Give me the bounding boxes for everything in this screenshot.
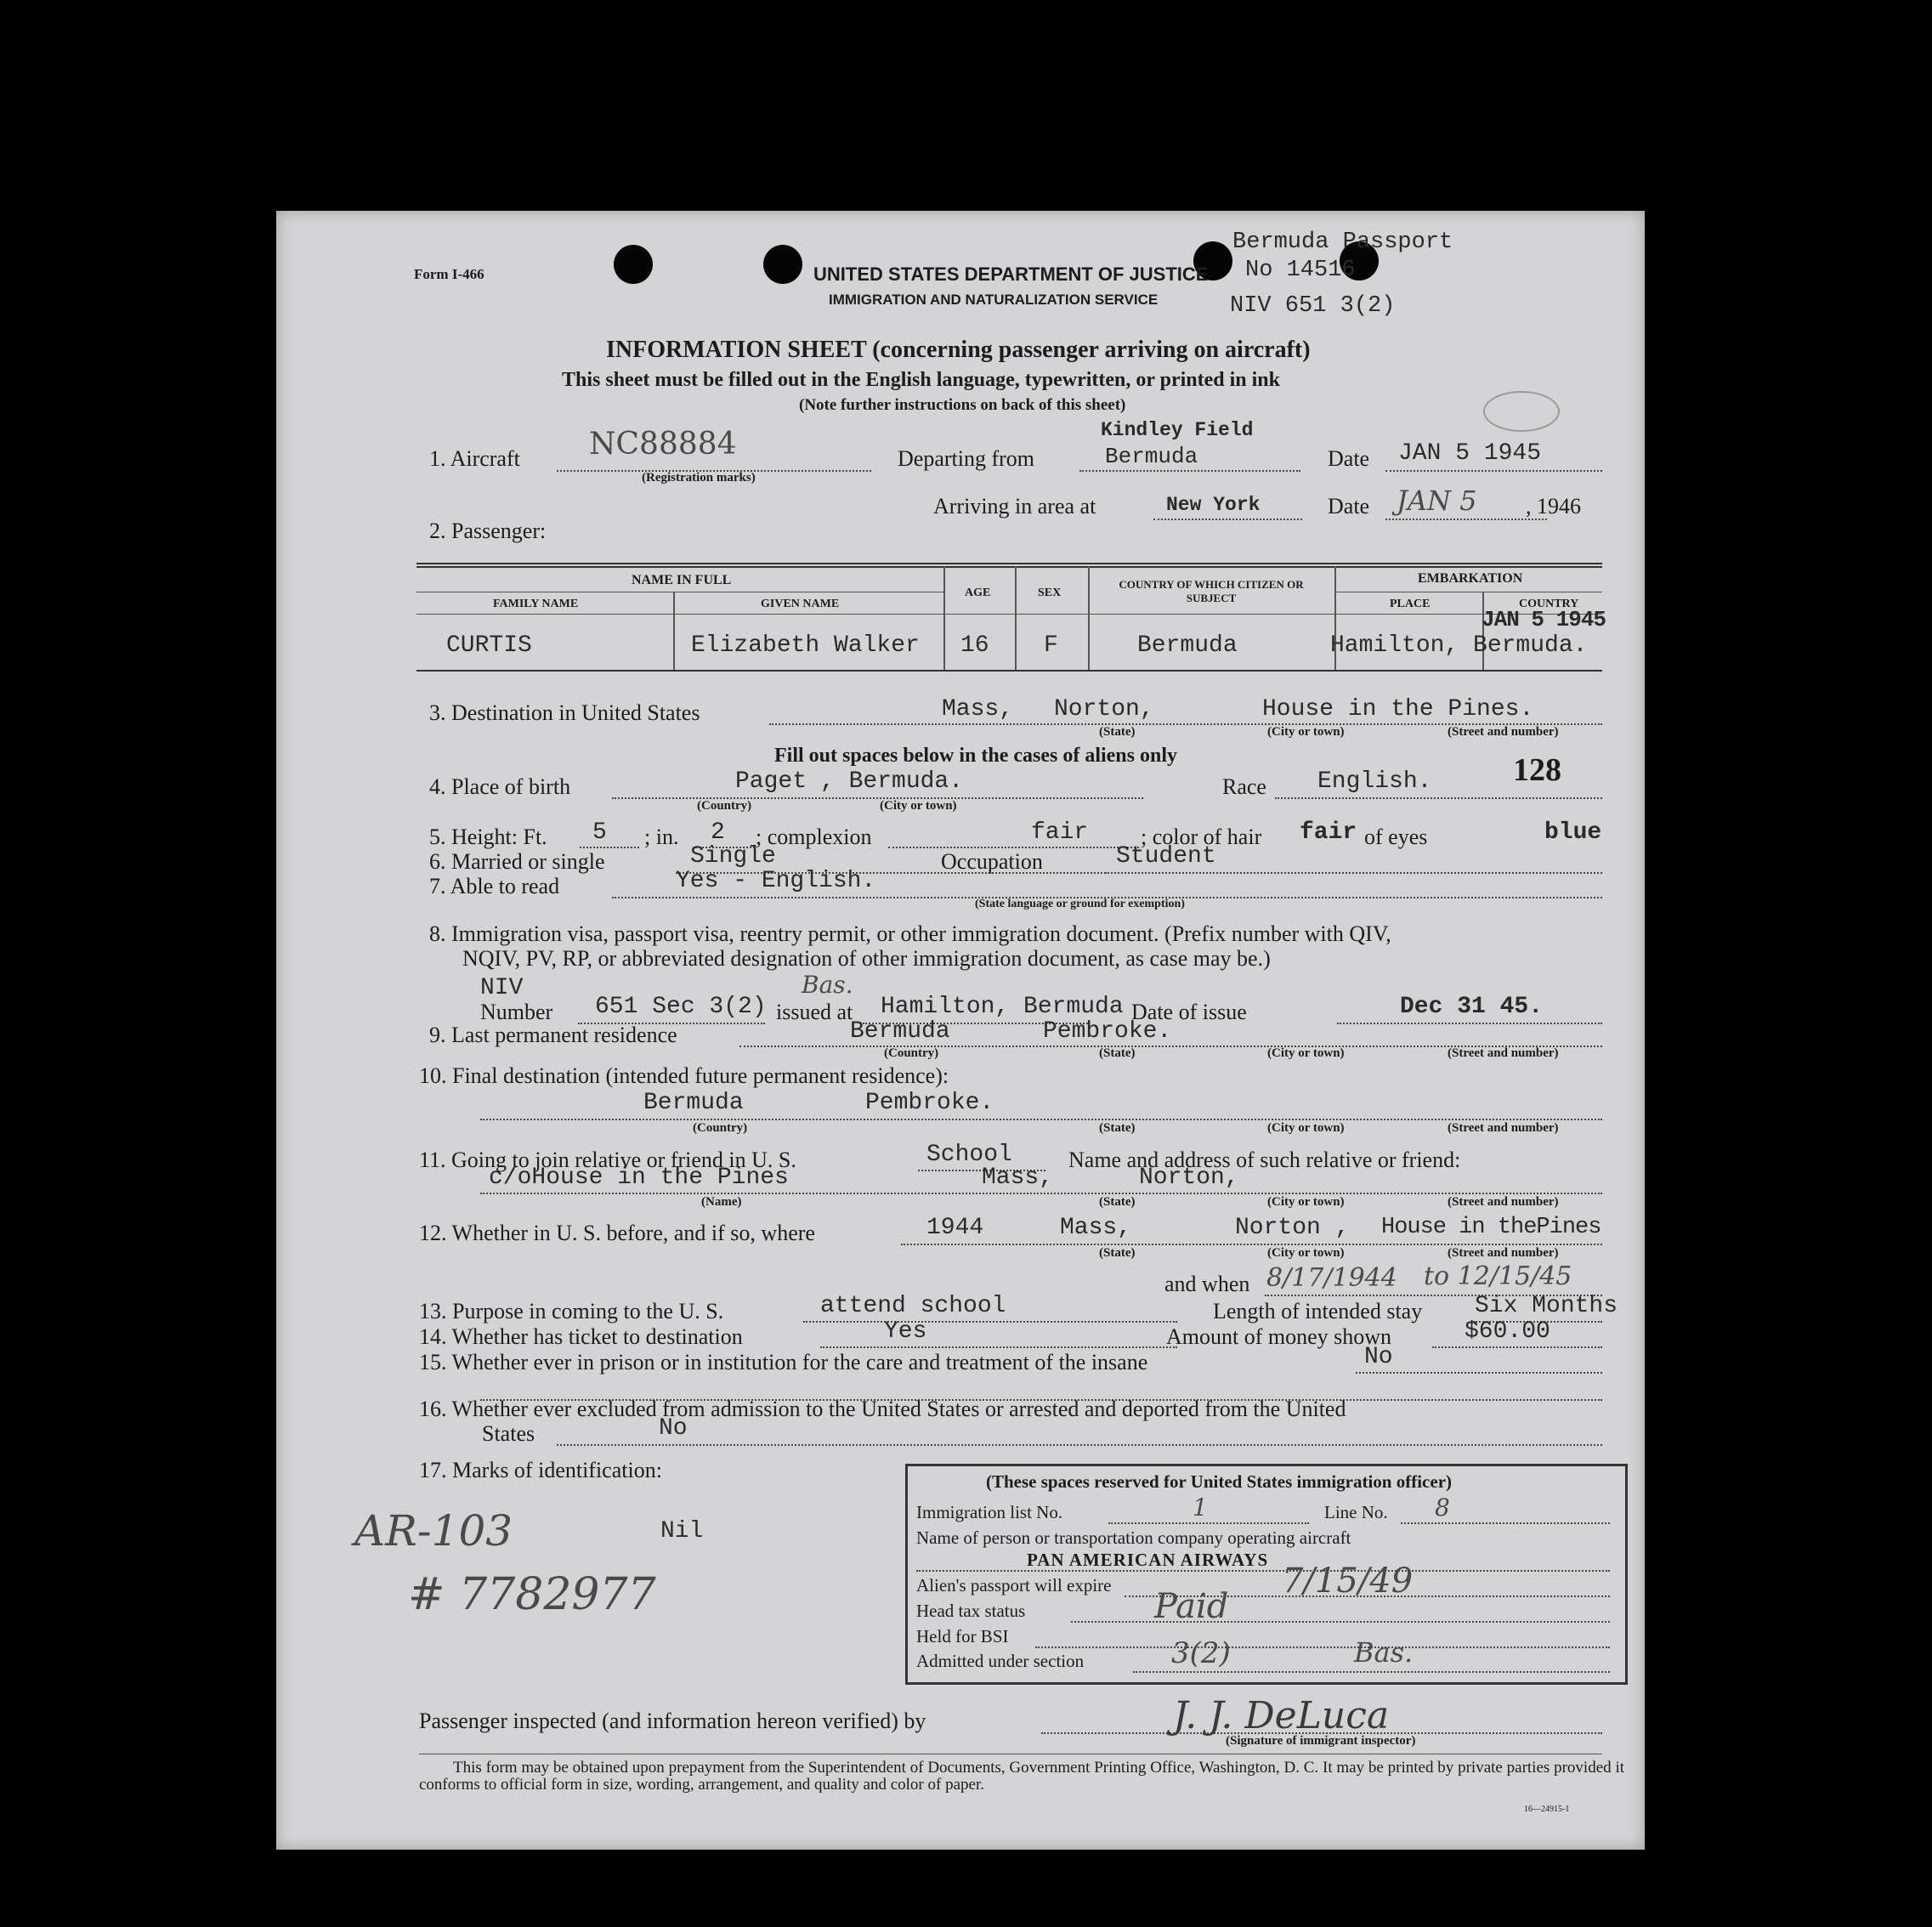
residence-state-caption: (State) bbox=[1099, 1046, 1136, 1060]
arriving-line bbox=[1153, 519, 1302, 520]
money-label: Amount of money shown bbox=[1166, 1324, 1392, 1349]
head-tax-value: Paid bbox=[1154, 1587, 1229, 1626]
form-number: Form I-466 bbox=[414, 266, 484, 282]
race-line bbox=[1275, 797, 1602, 799]
arriving-label: Arriving in area at bbox=[933, 494, 1096, 519]
corner-note-visa: NIV 651 3(2) bbox=[1230, 293, 1396, 319]
friend-city-caption: (City or town) bbox=[1267, 1195, 1345, 1209]
name-in-full-header: NAME IN FULL bbox=[632, 573, 732, 587]
ticket-value: Yes bbox=[884, 1318, 927, 1345]
passport-expire-label: Alien's passport will expire bbox=[916, 1575, 1112, 1595]
issued-at-label: issued at bbox=[776, 1000, 853, 1024]
departing-line bbox=[1079, 470, 1300, 472]
friend-street-caption: (Street and number) bbox=[1448, 1195, 1559, 1209]
signature-caption: (Signature of immigrant inspector) bbox=[1226, 1734, 1416, 1748]
hair-label: ; color of hair bbox=[1141, 825, 1262, 849]
sex-value: F bbox=[1044, 632, 1058, 659]
birthplace-label: 4. Place of birth bbox=[429, 774, 571, 799]
admitted-section-line bbox=[1133, 1671, 1610, 1673]
issue-date-label: Date of issue bbox=[1131, 1000, 1247, 1024]
line-number-value: 8 bbox=[1435, 1493, 1450, 1522]
corner-note-passport: Bermuda Passport bbox=[1232, 230, 1453, 255]
occupation-label: Occupation bbox=[941, 849, 1043, 874]
punch-hole bbox=[763, 245, 802, 284]
height-feet: 5 bbox=[592, 819, 607, 846]
arrival-year: , 1946 bbox=[1526, 494, 1581, 519]
aliens-heading: Fill out spaces below in the cases of aliens only bbox=[774, 745, 1178, 767]
date-label: Date bbox=[1328, 446, 1370, 471]
head-tax-label: Head tax status bbox=[916, 1601, 1026, 1621]
bsi-line bbox=[1035, 1646, 1610, 1648]
inspector-signature: J. J. DeLuca bbox=[1173, 1694, 1390, 1737]
admitted-section-value: 3(2) bbox=[1171, 1636, 1231, 1670]
complexion-line bbox=[888, 847, 1139, 848]
prison-line bbox=[1356, 1372, 1602, 1374]
given-name-value: Elizabeth Walker bbox=[691, 632, 920, 659]
embark-place-header: PLACE bbox=[1390, 598, 1431, 610]
form-title: INFORMATION SHEET (concerning passenger arriving on aircraft) bbox=[606, 337, 1311, 363]
birth-city: , Bermuda. bbox=[820, 768, 964, 795]
race-label: Race bbox=[1222, 774, 1266, 799]
officer-box-title: (These spaces reserved for United States immigration officer) bbox=[986, 1471, 1453, 1492]
identification-label: 17. Marks of identification: bbox=[419, 1458, 662, 1482]
excluded-line bbox=[557, 1444, 1602, 1446]
residence-country-caption: (Country) bbox=[884, 1046, 939, 1060]
family-name-header: FAMILY NAME bbox=[493, 598, 579, 610]
residence-state: Pembroke. bbox=[1043, 1018, 1172, 1045]
destination-state: Mass, bbox=[942, 696, 1014, 723]
stay-value: Six Months bbox=[1475, 1293, 1618, 1319]
height-inches: 2 bbox=[711, 819, 725, 846]
embarkation-header: EMBARKATION bbox=[1418, 571, 1523, 586]
purpose-value: attend school bbox=[820, 1293, 1006, 1319]
operator-value: PAN AMERICAN AIRWAYS bbox=[1027, 1550, 1269, 1570]
street-caption: (Street and number) bbox=[1448, 725, 1559, 739]
join-value: School bbox=[926, 1142, 1012, 1168]
departing-label: Departing from bbox=[898, 446, 1035, 471]
list-number-label: Immigration list No. bbox=[916, 1502, 1063, 1522]
residence-street-caption: (Street and number) bbox=[1448, 1046, 1559, 1060]
race-value: English. bbox=[1317, 768, 1432, 795]
operator-label: Name of person or transportation company operating aircraft bbox=[916, 1527, 1351, 1548]
aircraft-registration: NC88884 bbox=[589, 427, 737, 462]
destination-city: Norton, bbox=[1054, 696, 1154, 723]
birth-city-caption: (City or town) bbox=[880, 799, 957, 813]
departure-date: JAN 5 1945 bbox=[1398, 440, 1542, 467]
admitted-section-label: Admitted under section bbox=[916, 1651, 1085, 1671]
prior-visit-street-caption: (Street and number) bbox=[1448, 1246, 1559, 1260]
age-value: 16 bbox=[960, 632, 989, 659]
read-label: 7. Able to read bbox=[429, 874, 560, 898]
departing-value: Bermuda bbox=[1105, 444, 1198, 469]
prior-visit-state: Mass, bbox=[1060, 1215, 1132, 1241]
pencil-oval bbox=[1483, 391, 1560, 432]
document-label-line2: NQIV, PV, RP, or abbreviated designation of other immigration document, as case may be.) bbox=[462, 946, 1271, 971]
departing-field: Kindley Field bbox=[1101, 419, 1254, 441]
form-note: (Note further instructions on back of this sheet) bbox=[799, 396, 1126, 414]
prior-visit-to: to 12/15/45 bbox=[1424, 1261, 1572, 1291]
final-destination-line bbox=[480, 1119, 1602, 1120]
height-label: 5. Height: Ft. bbox=[429, 825, 547, 849]
punch-hole bbox=[614, 245, 653, 284]
prior-visit-from: 8/17/1944 bbox=[1266, 1263, 1397, 1293]
passport-expire-value: 7/15/49 bbox=[1282, 1561, 1414, 1601]
complexion-value: fair bbox=[1031, 819, 1089, 846]
read-value: Yes - English. bbox=[676, 868, 876, 894]
final-state: Pembroke. bbox=[865, 1090, 994, 1116]
prison-value: No bbox=[1364, 1344, 1393, 1370]
height-in-label: ; in. bbox=[644, 825, 679, 849]
officer-box bbox=[905, 1464, 1628, 1685]
join-label: 11. Going to join relative or friend in U. S. bbox=[419, 1148, 796, 1172]
prior-visit-year: 1944 bbox=[926, 1215, 984, 1241]
height-ft-line bbox=[580, 847, 639, 848]
service-name: IMMIGRATION AND NATURALIZATION SERVICE bbox=[829, 292, 1159, 308]
form-paper bbox=[276, 211, 1645, 1850]
handwritten-reference-number: # 7782977 bbox=[408, 1569, 656, 1620]
destination-street: House in the Pines. bbox=[1262, 696, 1534, 723]
head-tax-line bbox=[1071, 1621, 1610, 1623]
final-city-caption: (City or town) bbox=[1267, 1121, 1345, 1135]
excluded-label: 16. Whether ever excluded from admission to the United States or arrested and deported from the United bbox=[419, 1397, 1346, 1421]
prior-visit-street: House in thePines bbox=[1381, 1215, 1601, 1240]
read-caption: (State language or ground for exemption) bbox=[975, 898, 1185, 910]
birthplace-line bbox=[612, 797, 1143, 799]
identification-value: Nil bbox=[660, 1518, 704, 1544]
arrival-date-line bbox=[1385, 519, 1547, 520]
admitted-section-note: Bas. bbox=[1354, 1636, 1414, 1669]
friend-city: Norton, bbox=[1139, 1165, 1239, 1191]
prior-visit-label: 12. Whether in U. S. before, and if so, where bbox=[419, 1221, 815, 1245]
occupation-value: Student bbox=[1116, 843, 1216, 870]
prior-visit-state-caption: (State) bbox=[1099, 1246, 1136, 1260]
residence-label: 9. Last permanent residence bbox=[429, 1023, 677, 1047]
passenger-label: 2. Passenger: bbox=[429, 519, 547, 543]
state-caption: (State) bbox=[1099, 725, 1136, 739]
handwritten-ar-number: AR-103 bbox=[354, 1506, 513, 1556]
prison-label: 15. Whether ever in prison or in institution for the care and treatment of the insane bbox=[419, 1350, 1148, 1374]
prior-visit-city: Norton , bbox=[1235, 1215, 1350, 1241]
print-code: 16—24915-1 bbox=[1524, 1805, 1570, 1814]
friend-state: Mass, bbox=[982, 1165, 1054, 1191]
destination-label: 3. Destination in United States bbox=[429, 700, 700, 725]
birth-country-caption: (Country) bbox=[697, 799, 752, 813]
friend-label: Name and address of such relative or friend: bbox=[1068, 1148, 1461, 1172]
registration-caption: (Registration marks) bbox=[642, 471, 756, 485]
eyes-value: blue bbox=[1544, 819, 1602, 846]
complexion-label: ; complexion bbox=[756, 825, 872, 849]
sex-header: SEX bbox=[1038, 587, 1062, 599]
document-number: 651 Sec 3(2) bbox=[595, 994, 767, 1020]
footer-text: This form may be obtained upon prepayment from the Superintendent of Documents, Government Printing Office, Washington, D. C. It may be printed by private parties provided it conforms to official form in size, wording, arrangement, and quality and color of paper. bbox=[419, 1759, 1624, 1794]
marital-value: Single bbox=[690, 843, 776, 870]
money-line bbox=[1432, 1346, 1602, 1348]
marital-label: 6. Married or single bbox=[429, 849, 605, 874]
document-prefix: NIV bbox=[480, 975, 524, 1001]
friend-name-caption: (Name) bbox=[701, 1195, 742, 1209]
issue-date-line bbox=[1337, 1023, 1602, 1024]
date-line bbox=[1385, 470, 1602, 472]
stay-label: Length of intended stay bbox=[1213, 1299, 1423, 1323]
excluded-states-label: States bbox=[482, 1421, 535, 1446]
excluded-value: No bbox=[659, 1415, 688, 1442]
document-label-line1: 8. Immigration visa, passport visa, reentry permit, or other immigration document. (Prefix number with QIV, bbox=[429, 921, 1391, 946]
issue-date-value: Dec 31 45. bbox=[1400, 994, 1544, 1020]
final-destination-label: 10. Final destination (intended future permanent residence): bbox=[419, 1063, 949, 1088]
race-code: 128 bbox=[1513, 752, 1561, 788]
citizen-country-header: COUNTRY OF WHICH CITIZEN OR SUBJECT bbox=[1119, 578, 1304, 604]
embark-country-header: COUNTRY bbox=[1519, 598, 1579, 610]
final-state-caption: (State) bbox=[1099, 1121, 1136, 1135]
city-caption: (City or town) bbox=[1267, 725, 1345, 739]
inspected-label: Passenger inspected (and information hereon verified) by bbox=[419, 1709, 926, 1733]
embark-place-value: Hamilton, Bermuda. bbox=[1330, 632, 1588, 659]
form-subtitle: This sheet must be filled out in the English language, typewritten, or printed in ink bbox=[562, 369, 1280, 391]
citizen-country-value: Bermuda bbox=[1137, 632, 1238, 659]
list-number-line bbox=[1108, 1522, 1309, 1524]
residence-city-caption: (City or town) bbox=[1267, 1046, 1345, 1060]
prior-visit-line bbox=[901, 1244, 1602, 1245]
prior-visit-city-caption: (City or town) bbox=[1267, 1246, 1345, 1260]
bsi-label: Held for BSI bbox=[916, 1626, 1009, 1646]
final-country-caption: (Country) bbox=[693, 1121, 748, 1135]
eyes-label: of eyes bbox=[1364, 825, 1428, 849]
friend-name: c/oHouse in the Pines bbox=[489, 1165, 789, 1191]
age-header: AGE bbox=[965, 587, 991, 599]
document-note: Bas. bbox=[802, 971, 853, 999]
ticket-line bbox=[820, 1346, 1177, 1348]
family-name-value: CURTIS bbox=[446, 632, 532, 659]
occupation-line bbox=[1105, 872, 1602, 874]
embarkation-date-stamp: JAN 5 1945 bbox=[1482, 607, 1606, 632]
line-number-line bbox=[1401, 1522, 1610, 1524]
money-value: $60.00 bbox=[1465, 1318, 1550, 1345]
department-name: UNITED STATES DEPARTMENT OF JUSTICE bbox=[813, 264, 1209, 285]
friend-state-caption: (State) bbox=[1099, 1195, 1136, 1209]
issued-at-value: Hamilton, Bermuda bbox=[881, 994, 1124, 1020]
arriving-value: New York bbox=[1166, 494, 1261, 516]
purpose-label: 13. Purpose in coming to the U. S. bbox=[419, 1299, 724, 1323]
corner-note-number: No 14516 bbox=[1245, 258, 1356, 283]
hair-value: fair bbox=[1300, 819, 1357, 846]
line-number-label: Line No. bbox=[1324, 1502, 1388, 1522]
residence-country: Bermuda bbox=[850, 1018, 950, 1045]
given-name-header: GIVEN NAME bbox=[761, 598, 840, 610]
list-number-value: 1 bbox=[1193, 1493, 1208, 1522]
purpose-line bbox=[803, 1321, 1177, 1323]
aircraft-label: 1. Aircraft bbox=[429, 446, 520, 471]
ticket-label: 14. Whether has ticket to destination bbox=[419, 1324, 743, 1349]
friend-line bbox=[480, 1193, 1602, 1194]
final-street-caption: (Street and number) bbox=[1448, 1121, 1559, 1135]
final-country: Bermuda bbox=[643, 1090, 744, 1116]
prior-visit-when-label: and when bbox=[1164, 1272, 1250, 1296]
arrival-date: JAN 5 bbox=[1397, 485, 1477, 517]
arrival-date-label: Date bbox=[1328, 494, 1370, 519]
document-number-label: Number bbox=[480, 1000, 553, 1024]
birth-country: Paget bbox=[735, 768, 807, 795]
